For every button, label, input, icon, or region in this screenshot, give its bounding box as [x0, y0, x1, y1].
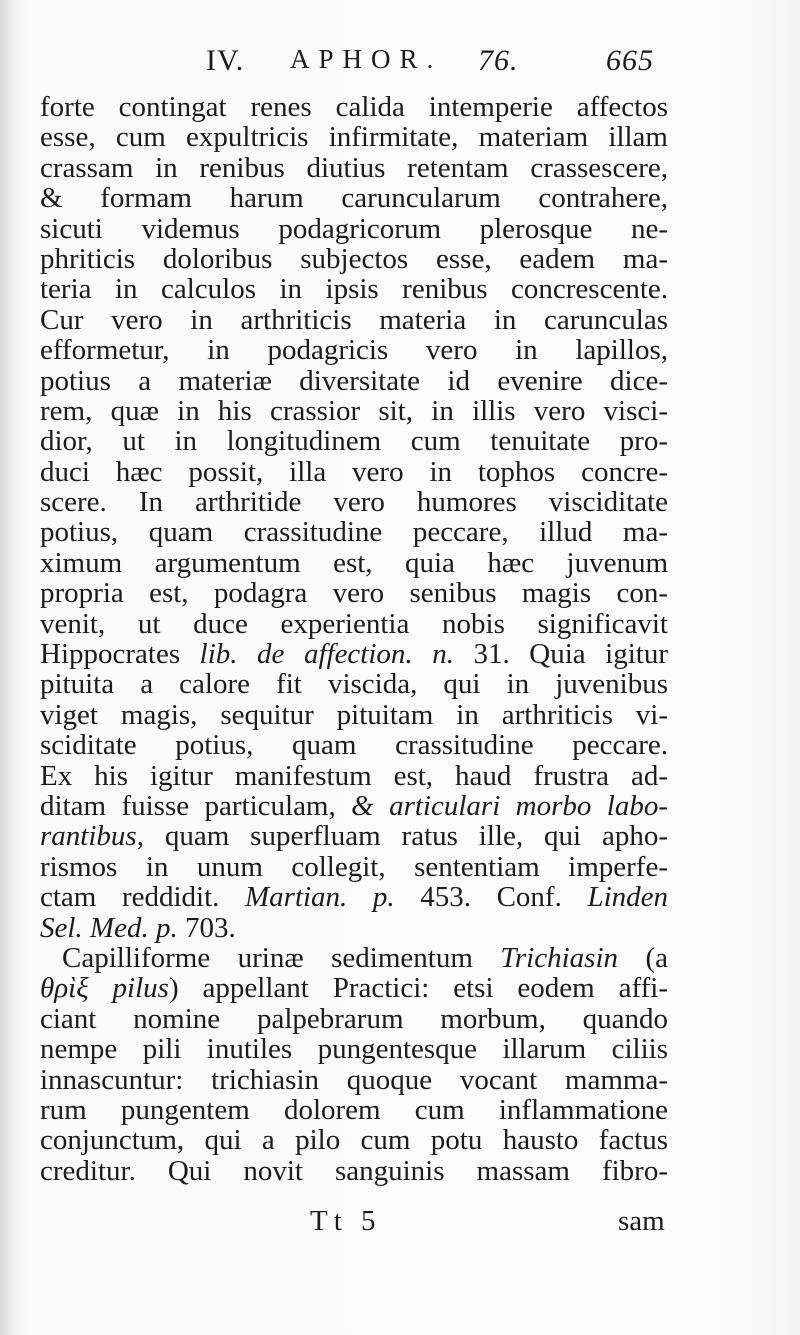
text-run: (a: [618, 941, 668, 974]
text-line: duci hæc possit, illa vero in tophos concre-: [40, 455, 668, 488]
greek-term-italic: θρὶξ pilus: [40, 972, 169, 1005]
text-line: propria est, podagra vero senibus magis con-: [40, 577, 668, 610]
quote-italic: & articulari morbo labo-: [351, 789, 668, 822]
text-line: ciant nomine palpebrarum morbum, quando: [40, 1002, 668, 1035]
text-run: ctam reddidit.: [40, 881, 245, 914]
text-line: innascuntur: trichiasin quoque vocant mamma-: [40, 1063, 668, 1096]
text-run: 31. Quia igitur: [453, 638, 668, 671]
citation-italic: lib. de affection. n.: [199, 638, 454, 671]
text-line: sciditate potius, quam crassitudine peccare.: [40, 729, 668, 762]
text-line-greek: [40, 973, 668, 1003]
text-line: potius a materiæ diversitate id evenire dice-: [40, 364, 668, 397]
text-run: Capilliforme urinæ sedimentum: [62, 941, 501, 974]
catchword: sam: [618, 1205, 665, 1237]
page-number: 665: [606, 44, 654, 77]
text-run: ditam fuisse particulam,: [40, 789, 352, 822]
text-run: Hippocrates: [40, 638, 200, 671]
text-line: Cur vero in arthriticis materia in carunculas: [40, 303, 668, 336]
text-line: viget magis, sequitur pituitam in arthriticis vi-: [40, 698, 668, 731]
quote-italic: rantibus: [40, 820, 137, 853]
text-line: venit, ut duce experientia nobis significavit: [40, 607, 668, 640]
text-line: ximum argumentum est, quia hæc juvenum: [40, 546, 668, 579]
text-line: crassam in renibus diutius retentam crassescere,: [40, 151, 668, 184]
text-line: potius, quam crassitudine peccare, illud ma-: [40, 516, 668, 549]
text-line-quote: [40, 821, 668, 851]
text-line: nempe pili inutiles pungentesque illarum ciliis: [40, 1033, 668, 1066]
text-line-citation: [40, 639, 668, 669]
text-line: dior, ut in longitudinem cum tenuitate pro-: [40, 425, 668, 458]
text-line: rem, quæ in his crassior sit, in illis vero visci-: [40, 394, 668, 427]
paragraph-start-line: [40, 943, 668, 973]
text-run: ) appellant Practici: etsi eodem affi-: [168, 972, 668, 1005]
text-line-quote: [40, 791, 668, 821]
text-line: scere. In arthritide vero humores visciditate: [40, 486, 668, 519]
text-line: forte contingat renes calida intemperie affectos: [40, 91, 668, 123]
text-line: rum pungentem dolorem cum inflammatione: [40, 1093, 668, 1126]
text-line: esse, cum expultricis infirmitate, materiam illam: [40, 121, 668, 154]
text-line: efformetur, in podagricis vero in lapillos,: [40, 334, 668, 367]
body-text: [40, 92, 668, 1186]
text-run: 703.: [177, 911, 236, 944]
header-chapter: IV.: [206, 44, 245, 77]
text-line: conjunctum, qui a pilo cum potu hausto factus: [40, 1124, 668, 1157]
text-run: , quam superfluam ratus ille, qui apho-: [136, 820, 668, 853]
text-line-citation: [40, 882, 668, 912]
citation-italic: Sel. Med. p.: [40, 911, 178, 944]
text-line: & formam harum caruncularum contrahere,: [40, 182, 668, 215]
term-italic: Trichiasin: [500, 941, 619, 974]
citation-italic: Linden: [587, 881, 668, 914]
text-line: phriticis doloribus subjectos esse, eadem ma-: [40, 242, 668, 275]
text-line: sicuti videmus podagricorum plerosque ne-: [40, 212, 668, 245]
citation-italic: Martian. p.: [245, 881, 395, 914]
text-line-citation: [40, 913, 668, 943]
text-line: creditur. Qui novit sanguinis massam fibro-: [40, 1154, 668, 1187]
signature-mark: Tt 5: [310, 1205, 382, 1237]
text-line: rismos in unum collegit, sententiam imperfe-: [40, 850, 668, 883]
header-title: APHOR.: [290, 44, 443, 74]
text-line: pituita a calore fit viscida, qui in juvenibus: [40, 668, 668, 701]
text-run: 453. Conf.: [394, 881, 588, 914]
header-aphorism-number: 76.: [478, 44, 519, 77]
text-line: teria in calculos in ipsis renibus concrescente.: [40, 273, 668, 306]
running-header: [0, 44, 800, 84]
text-line: Ex his igitur manifestum est, haud frustra ad-: [40, 759, 668, 792]
